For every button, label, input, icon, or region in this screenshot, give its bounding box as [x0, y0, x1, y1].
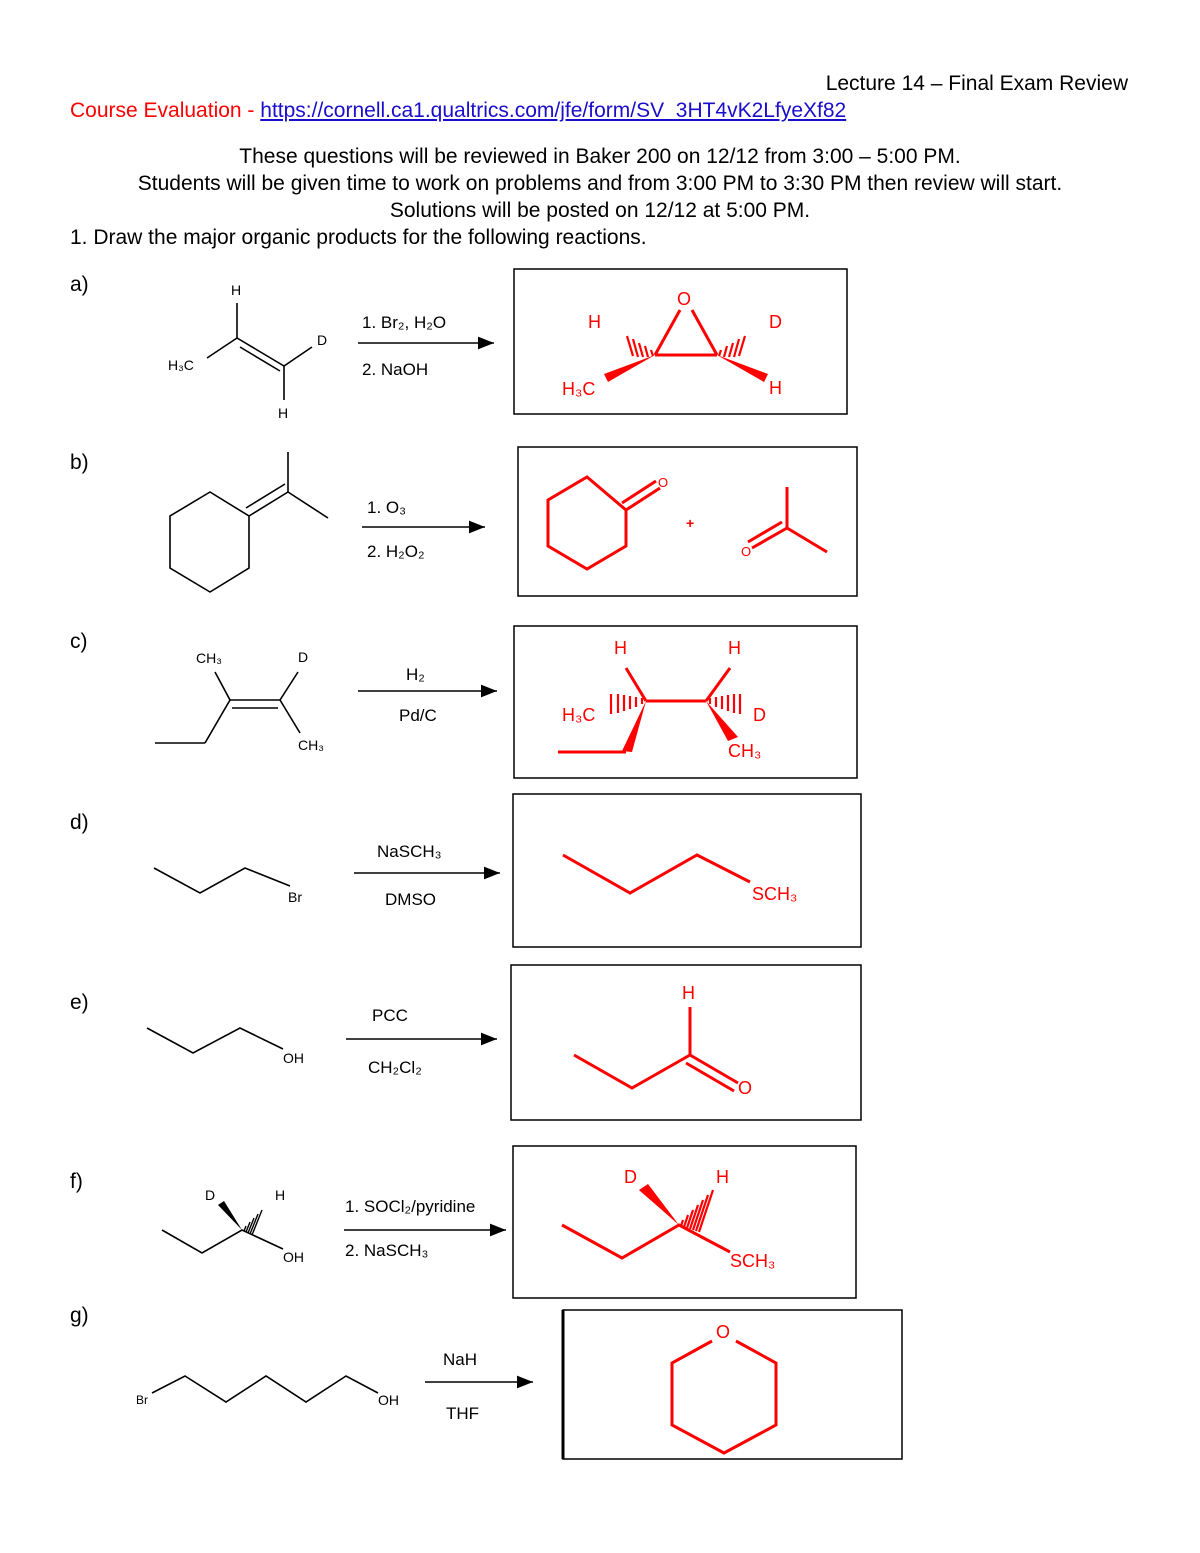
reactant-a: [168, 282, 327, 421]
atom-ch3: CH₃: [196, 650, 222, 666]
label-d: d): [70, 811, 89, 834]
atom-h: H: [231, 282, 242, 298]
label-g: g): [70, 1304, 89, 1327]
atom-sch3: SCH₃: [752, 884, 798, 904]
atom-ch3: CH₃: [728, 741, 762, 761]
eval-link[interactable]: https://cornell.ca1.qualtrics.com/jfe/form/SV_3HT4vK2LfyeXf82: [260, 99, 847, 122]
atom-d: D: [624, 1167, 637, 1187]
condition-1: 1. O₃: [367, 498, 407, 517]
product-b-cyclohexanone: [548, 475, 668, 569]
atom-o: O: [716, 1322, 731, 1342]
atom-h: H: [588, 312, 601, 332]
reaction-arrow-b: [362, 498, 485, 561]
atom-o: O: [677, 289, 692, 309]
label-e: e): [70, 991, 89, 1014]
condition-1: NaSCH₃: [377, 842, 442, 861]
answer-box-d: [513, 794, 861, 947]
lecture-title: Lecture 14 – Final Exam Review: [825, 72, 1128, 95]
condition-2: 2. NaSCH₃: [345, 1241, 429, 1260]
reaction-arrow-f: [344, 1197, 506, 1260]
question-1: 1. Draw the major organic products for the following reactions.: [70, 226, 647, 249]
atom-ch3: CH₃: [298, 737, 324, 753]
atom-o: O: [738, 1078, 753, 1098]
eval-label: Course Evaluation -: [70, 99, 261, 122]
reaction-arrow-a: [358, 313, 494, 379]
reaction-arrow-d: [354, 842, 500, 909]
product-e: [574, 983, 752, 1098]
condition-1: H₂: [406, 665, 425, 684]
condition-2: THF: [446, 1404, 480, 1423]
plus-sign: +: [686, 515, 695, 531]
label-b: b): [70, 451, 89, 474]
reactant-b: [170, 452, 328, 592]
product-f: [562, 1167, 775, 1271]
reactant-c: [155, 649, 324, 753]
atom-br: Br: [136, 1393, 148, 1407]
reactant-e: [147, 1028, 304, 1066]
atom-h: H: [275, 1187, 286, 1203]
atom-h: H: [728, 638, 741, 658]
reactant-g: [136, 1376, 399, 1408]
atom-d: D: [753, 705, 766, 725]
atom-h: H: [716, 1167, 729, 1187]
product-g-tetrahydropyran: [672, 1322, 776, 1453]
condition-1: 1. SOCl₂/pyridine: [345, 1197, 476, 1216]
reaction-arrow-c: [358, 665, 497, 725]
atom-h3c: H₃C: [562, 705, 596, 725]
answer-box-g: [563, 1310, 902, 1459]
atom-o: O: [741, 544, 752, 559]
atom-h3c: H₃C: [168, 357, 194, 373]
condition-1: 1. Br₂, H₂O: [362, 313, 447, 332]
condition-1: NaH: [443, 1350, 478, 1369]
atom-oh: OH: [283, 1249, 304, 1265]
intro-line-1: These questions will be reviewed in Baker 200 on 12/12 from 3:00 – 5:00 PM.: [239, 145, 961, 168]
condition-1: PCC: [372, 1006, 408, 1025]
reaction-arrow-e: [346, 1006, 497, 1077]
atom-sch3: SCH₃: [730, 1251, 776, 1271]
product-b-acetone: [741, 487, 827, 559]
product-c: [558, 638, 766, 761]
condition-2: DMSO: [385, 890, 436, 909]
atom-d: D: [298, 649, 309, 665]
intro-line-2: Students will be given time to work on problems and from 3:00 PM to 3:30 PM then review will start.: [137, 172, 1063, 195]
atom-o: O: [658, 475, 669, 490]
product-d: [563, 855, 797, 904]
reactant-d: [154, 868, 302, 905]
atom-h: H: [278, 405, 289, 421]
intro-line-3: Solutions will be posted on 12/12 at 5:00 PM.: [389, 199, 811, 222]
condition-2: CH₂Cl₂: [368, 1058, 422, 1077]
condition-2: 2. NaOH: [362, 360, 429, 379]
atom-h3c: H₃C: [562, 379, 596, 399]
atom-h: H: [682, 983, 695, 1003]
atom-d: D: [317, 332, 328, 348]
atom-h: H: [769, 378, 782, 398]
atom-d: D: [205, 1187, 216, 1203]
reaction-arrow-g: [425, 1350, 533, 1423]
atom-oh: OH: [283, 1050, 304, 1066]
product-a-epoxide: [562, 289, 782, 399]
atom-h: H: [614, 638, 627, 658]
reactant-f: [162, 1187, 304, 1265]
label-c: c): [70, 630, 88, 653]
atom-d: D: [769, 312, 782, 332]
answer-box-f: [513, 1146, 856, 1298]
atom-br: Br: [288, 889, 302, 905]
condition-2: 2. H₂O₂: [367, 542, 425, 561]
atom-oh: OH: [378, 1392, 399, 1408]
label-a: a): [70, 273, 89, 296]
condition-2: Pd/C: [399, 706, 437, 725]
label-f: f): [70, 1170, 83, 1193]
